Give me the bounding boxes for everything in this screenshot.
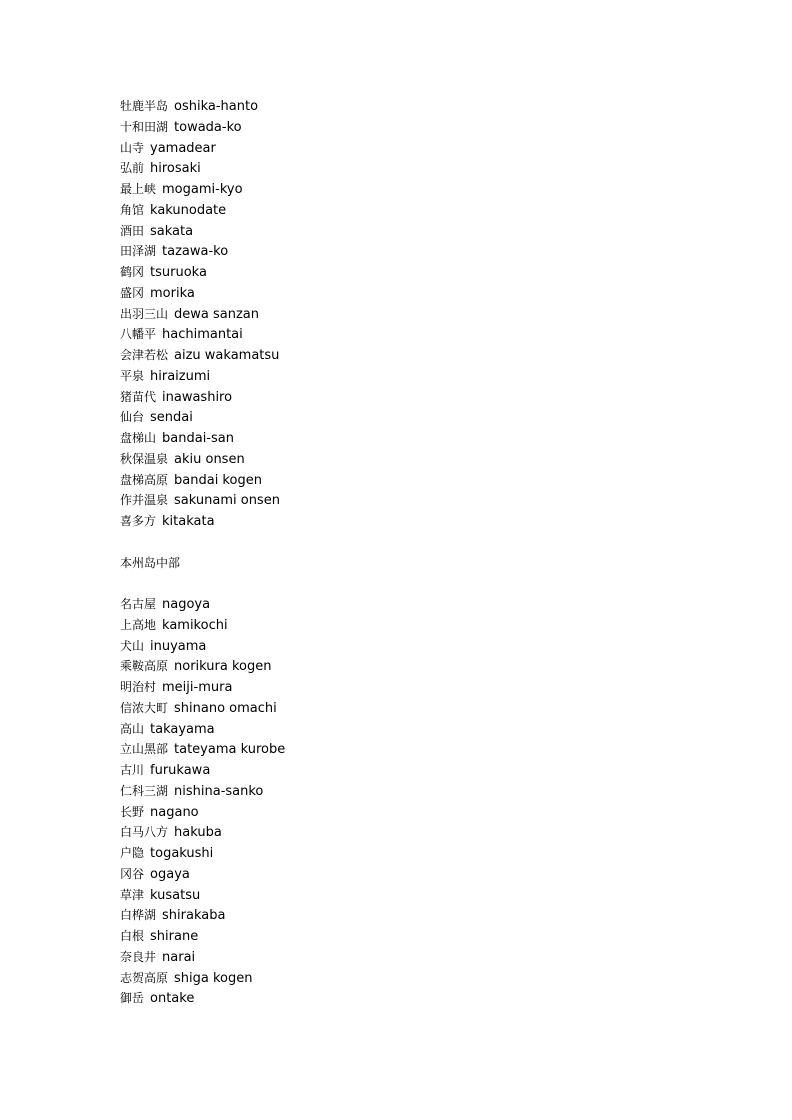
list-item	[120, 345, 720, 366]
list-item	[120, 719, 720, 740]
place-name-chinese: 古川	[120, 763, 145, 777]
list-item	[120, 926, 720, 947]
place-name-chinese: 秋保温泉	[120, 451, 169, 466]
list-item	[120, 677, 720, 698]
place-name-romaji: hiraizumi	[150, 368, 211, 384]
list-item	[120, 885, 720, 906]
place-name-romaji: yamadear	[150, 140, 216, 156]
place-name-chinese: 明治村	[120, 680, 157, 694]
place-name-romaji: inuyama	[150, 638, 207, 654]
place-name-romaji: mogami-kyo	[162, 182, 243, 197]
place-name-romaji: dewa sanzan	[174, 306, 260, 322]
place-name-chinese: 最上峡	[120, 182, 157, 196]
place-name-romaji: tsuruoka	[150, 265, 207, 280]
place-name-romaji: hakuba	[174, 825, 222, 841]
list-item	[120, 698, 720, 719]
list-item	[120, 158, 720, 179]
list-item	[120, 138, 720, 159]
place-name-chinese: 立山黑部	[120, 742, 169, 757]
list-item	[120, 615, 720, 636]
place-name-romaji: oshika-hanto	[174, 99, 259, 114]
place-name-chinese: 高山	[120, 721, 145, 736]
place-name-romaji: towada-ko	[174, 119, 242, 135]
list-item	[120, 324, 720, 345]
place-name-romaji: togakushi	[150, 846, 214, 861]
place-name-chinese: 信浓大町	[120, 700, 169, 715]
place-name-romaji: shiga kogen	[174, 970, 253, 986]
list-item	[120, 304, 720, 325]
place-name-chinese: 草津	[120, 887, 145, 902]
place-name-chinese: 作并温泉	[120, 493, 169, 508]
list-item	[120, 802, 720, 823]
place-name-romaji: morika	[150, 285, 195, 301]
list-item	[120, 656, 720, 677]
place-name-romaji: sendai	[150, 410, 193, 426]
list-item	[120, 636, 720, 657]
place-name-chinese: 出羽三山	[120, 306, 169, 321]
place-name-romaji: tazawa-ko	[162, 244, 229, 260]
list-item	[120, 366, 720, 387]
list-item	[120, 449, 720, 470]
place-name-romaji: hachimantai	[162, 327, 243, 343]
place-name-romaji: kamikochi	[162, 617, 228, 633]
place-name-chinese: 白马八方	[120, 825, 169, 840]
place-name-chinese: 角馆	[120, 202, 145, 217]
place-name-chinese: 山寺	[120, 140, 145, 155]
place-name-chinese: 户隐	[120, 846, 145, 860]
place-name-chinese: 会津若松	[120, 348, 169, 362]
list-item	[120, 490, 720, 511]
place-name-romaji: bandai-san	[162, 431, 234, 446]
place-name-romaji: sakunami onsen	[174, 493, 280, 509]
place-name-romaji: hirosaki	[150, 161, 201, 177]
list-item	[120, 428, 720, 449]
list-item	[120, 843, 720, 864]
place-name-chinese: 名古屋	[120, 597, 157, 611]
place-name-chinese: 上高地	[120, 617, 157, 632]
place-list-tohoku	[120, 96, 720, 532]
list-item	[120, 988, 720, 1009]
place-name-romaji: shinano omachi	[174, 700, 277, 716]
list-item	[120, 387, 720, 408]
place-name-chinese: 奈良井	[120, 949, 157, 964]
place-name-romaji: sakata	[150, 223, 194, 239]
list-item	[120, 283, 720, 304]
list-item	[120, 594, 720, 615]
list-item	[120, 739, 720, 760]
list-item	[120, 781, 720, 802]
place-name-romaji: inawashiro	[162, 389, 233, 405]
place-name-chinese: 盘梯山	[120, 431, 157, 445]
place-name-romaji: bandai kogen	[174, 472, 262, 488]
list-item	[120, 905, 720, 926]
list-item	[120, 760, 720, 781]
place-name-romaji: nishina-sanko	[174, 783, 264, 799]
list-item	[120, 179, 720, 200]
place-name-chinese: 白根	[120, 929, 145, 943]
place-name-chinese: 平泉	[120, 368, 145, 383]
place-name-chinese: 牡鹿半岛	[120, 99, 169, 113]
list-item	[120, 262, 720, 283]
place-name-romaji: takayama	[150, 721, 215, 737]
place-name-chinese: 鹤冈	[120, 265, 145, 279]
place-name-romaji: shirane	[150, 929, 199, 944]
list-item	[120, 864, 720, 885]
place-name-romaji: tateyama kurobe	[174, 742, 286, 758]
place-name-chinese: 十和田湖	[120, 119, 169, 134]
list-item	[120, 96, 720, 117]
list-item	[120, 241, 720, 262]
place-name-romaji: ogaya	[150, 866, 190, 882]
place-name-romaji: meiji-mura	[162, 680, 233, 695]
place-name-romaji: kusatsu	[150, 887, 201, 903]
place-name-romaji: akiu onsen	[174, 451, 245, 467]
list-item	[120, 822, 720, 843]
list-item	[120, 511, 720, 532]
list-item	[120, 221, 720, 242]
place-name-chinese: 盘梯高原	[120, 472, 169, 487]
place-name-chinese: 白桦湖	[120, 908, 157, 923]
place-name-chinese: 仁科三湖	[120, 783, 169, 798]
place-name-romaji: furukawa	[150, 763, 211, 778]
place-name-chinese: 乘鞍高原	[120, 659, 169, 674]
place-name-romaji: kitakata	[162, 514, 215, 529]
document-page	[120, 96, 720, 1009]
place-name-chinese: 冈谷	[120, 866, 145, 881]
place-name-chinese: 八幡平	[120, 327, 157, 342]
list-item	[120, 947, 720, 968]
place-name-romaji: nagoya	[162, 597, 211, 612]
list-item	[120, 117, 720, 138]
place-name-chinese: 长野	[120, 804, 145, 819]
place-name-romaji: aizu wakamatsu	[174, 348, 280, 363]
place-name-romaji: ontake	[150, 991, 195, 1007]
list-item	[120, 470, 720, 491]
place-name-romaji: narai	[162, 949, 196, 965]
place-name-chinese: 猪苗代	[120, 389, 157, 404]
place-name-romaji: nagano	[150, 804, 199, 820]
list-item	[120, 968, 720, 989]
place-name-romaji: norikura kogen	[174, 659, 272, 675]
place-name-chinese: 御岳	[120, 991, 145, 1006]
list-item	[120, 407, 720, 428]
section-heading: 本州岛中部	[120, 555, 181, 570]
place-name-chinese: 喜多方	[120, 514, 157, 528]
place-name-chinese: 志贺高原	[120, 970, 169, 985]
list-item	[120, 200, 720, 221]
place-name-romaji: kakunodate	[150, 202, 227, 218]
place-name-chinese: 仙台	[120, 410, 145, 425]
place-name-chinese: 酒田	[120, 223, 145, 238]
place-name-chinese: 弘前	[120, 161, 145, 176]
place-name-chinese: 盛冈	[120, 285, 145, 300]
place-name-chinese: 田泽湖	[120, 244, 157, 259]
place-name-chinese: 犬山	[120, 638, 145, 653]
place-list-central-honshu	[120, 594, 720, 1009]
place-name-romaji: shirakaba	[162, 908, 226, 924]
